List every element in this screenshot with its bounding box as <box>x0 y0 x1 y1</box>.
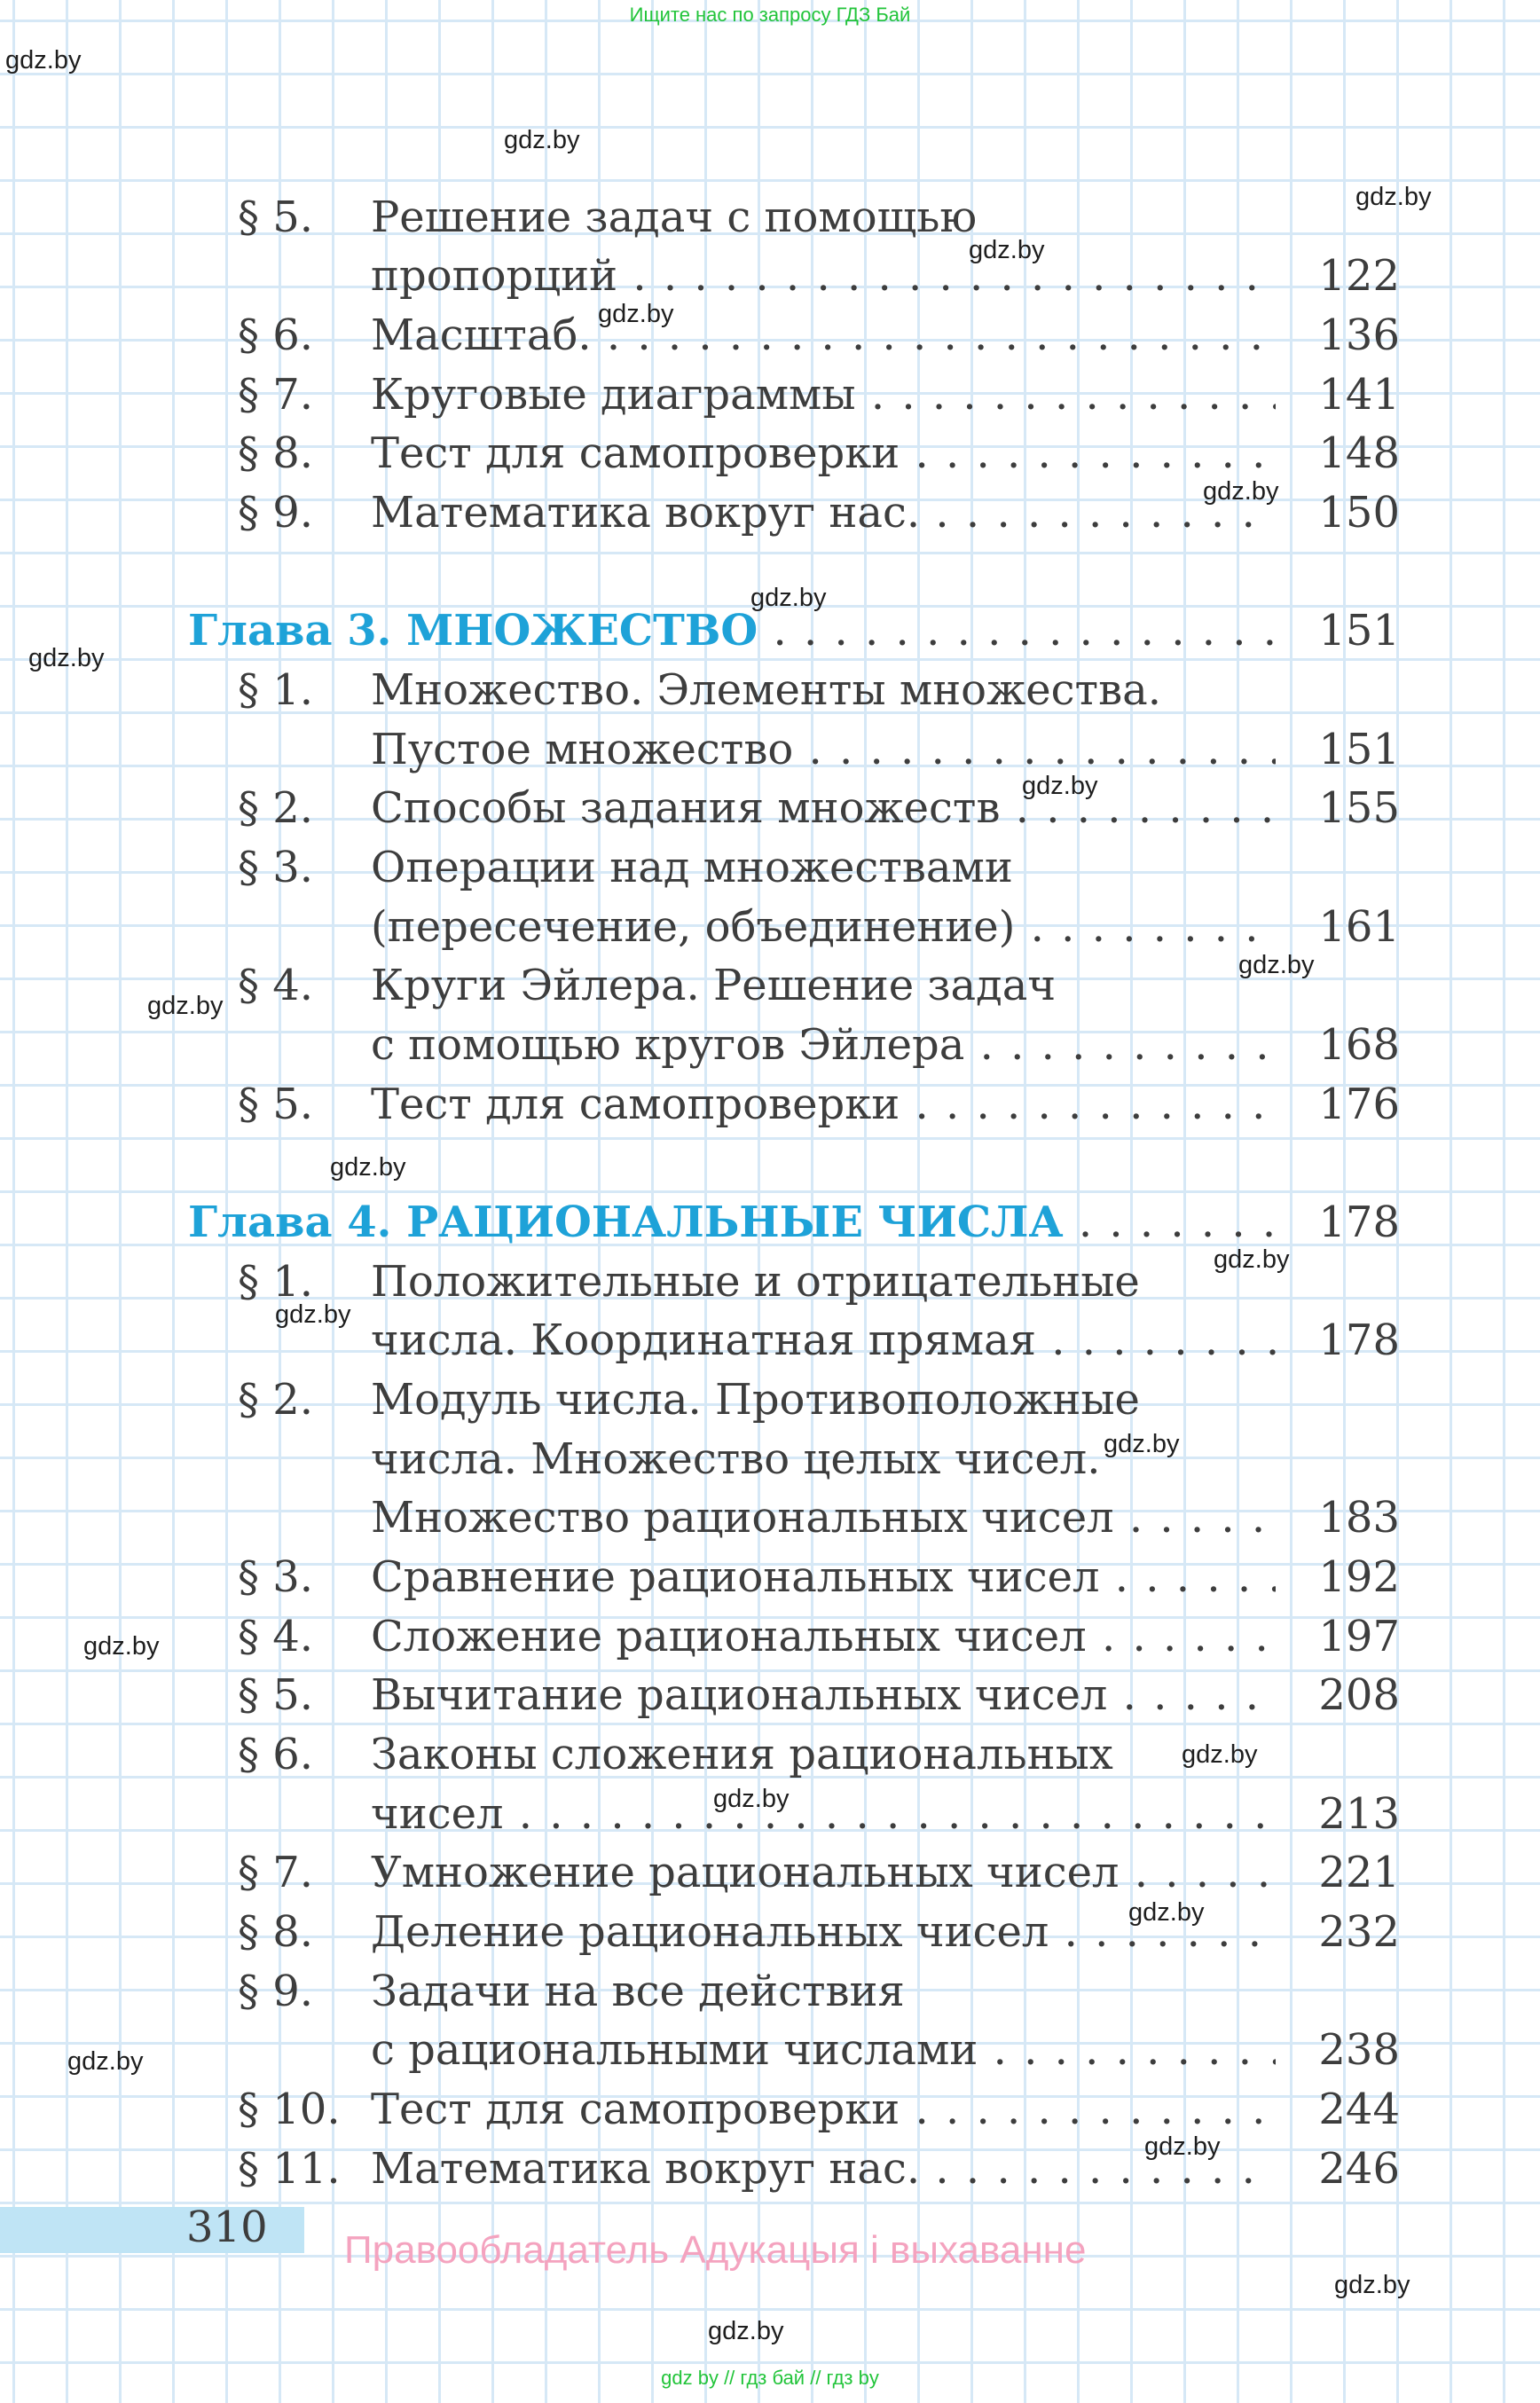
page-number: 151 <box>1318 606 1400 656</box>
watermark: gdz.by <box>708 2317 784 2345</box>
entry-title: Законы сложения рациональных <box>371 1730 1113 1779</box>
page-number: 151 <box>1318 725 1400 774</box>
entry-title: Множество. Элементы множества. <box>371 665 1161 715</box>
entry-title: Задачи на все действия <box>371 1967 905 2016</box>
page-number: 208 <box>1318 1670 1400 1720</box>
section-number: § 7. <box>238 370 314 420</box>
page-number: 176 <box>1318 1080 1400 1129</box>
page-number: 141 <box>1318 370 1400 420</box>
toc-entry <box>238 2080 1400 2139</box>
toc-entry <box>238 1548 1400 1606</box>
section-number: § 5. <box>238 1080 314 1129</box>
watermark: gdz.by <box>1022 772 1098 800</box>
watermark: gdz.by <box>1144 2132 1221 2161</box>
section-number: § 2. <box>238 1375 314 1425</box>
entry-title: Положительные и отрицательные <box>371 1257 1140 1307</box>
page-number: 246 <box>1318 2144 1400 2194</box>
section-number: § 3. <box>238 843 314 892</box>
section-number: § 2. <box>238 783 314 833</box>
entry-title: Множество рациональных чисел . . . <box>371 1488 1276 1547</box>
toc-entry <box>238 1607 1400 1666</box>
page-number: 150 <box>1318 488 1400 538</box>
page-number: 136 <box>1318 310 1400 360</box>
watermark: gdz.by <box>504 126 580 154</box>
watermark: gdz.by <box>1355 183 1432 211</box>
section-number: § 4. <box>238 961 314 1010</box>
entry-title: с помощью кругов Эйлера . . . <box>371 1016 1276 1074</box>
entry-title: Деление рациональных чисел . . . <box>371 1903 1276 1961</box>
page-number: 244 <box>1318 2085 1400 2134</box>
section-number: § 11. <box>238 2144 341 2194</box>
watermark: gdz.by <box>275 1300 351 1329</box>
entry-title: числа. Множество целых чисел. <box>371 1434 1101 1484</box>
section-number: § 1. <box>238 1257 314 1307</box>
watermark: gdz.by <box>1128 1898 1205 1927</box>
entry-title: Вычитание рациональных чисел . . . <box>371 1666 1276 1724</box>
toc-entry <box>238 483 1400 542</box>
section-number: § 10. <box>238 2085 341 2134</box>
entry-title: пропорций . . . <box>371 247 1276 305</box>
chapter-heading <box>188 1193 1400 1252</box>
entry-title: с рациональными числами . . . <box>371 2021 1276 2079</box>
entry-title: чисел . . . <box>371 1785 1276 1843</box>
entry-title: (пересечение, объединение) . . . <box>371 898 1276 956</box>
page-number: 213 <box>1318 1789 1400 1839</box>
toc-entry <box>238 1843 1400 1902</box>
entry-title: Решение задач с помощью <box>371 192 978 242</box>
page-number: 232 <box>1318 1907 1400 1957</box>
section-number: § 8. <box>238 428 314 478</box>
watermark: gdz.by <box>147 992 224 1020</box>
watermark: gdz.by <box>1334 2271 1410 2299</box>
top-banner[interactable]: Ищите нас по запросу ГДЗ Бай <box>629 4 911 26</box>
section-number: § 4. <box>238 1612 314 1661</box>
section-number: § 5. <box>238 1670 314 1720</box>
entry-title: Пустое множество . . . <box>371 720 1276 779</box>
section-number: § 9. <box>238 1967 314 2016</box>
copyright-notice: Правообладатель Адукацыя і выхаванне <box>344 2228 1087 2272</box>
watermark: gdz.by <box>1104 1430 1180 1458</box>
chapter-title: Глава 3. МНОЖЕСТВО <box>188 606 758 656</box>
entry-title: Сравнение рациональных чисел . . . <box>371 1548 1276 1606</box>
page-number: 155 <box>1318 783 1400 833</box>
watermark: gdz.by <box>67 2047 144 2076</box>
page-number: 238 <box>1318 2025 1400 2075</box>
section-number: § 3. <box>238 1552 314 1602</box>
toc-entry <box>238 1666 1400 1724</box>
watermark: gdz.by <box>1214 1245 1290 1274</box>
page-number: 221 <box>1318 1848 1400 1897</box>
entry-title: числа. Координатная прямая . . . <box>371 1311 1276 1370</box>
watermark: gdz.by <box>1182 1740 1258 1769</box>
watermark: gdz.by <box>598 300 674 328</box>
watermark: gdz.by <box>713 1785 790 1813</box>
page-number: 161 <box>1318 902 1400 952</box>
page-number: 192 <box>1318 1552 1400 1602</box>
entry-title: Математика вокруг нас. . . . <box>371 483 1276 542</box>
page-number: 178 <box>1318 1315 1400 1365</box>
entry-title: Способы задания множеств . . . <box>371 779 1276 837</box>
section-number: § 1. <box>238 665 314 715</box>
toc-entry <box>238 779 1400 837</box>
entry-title: Математика вокруг нас. . . . <box>371 2140 1276 2198</box>
section-number: § 7. <box>238 1848 314 1897</box>
watermark: gdz.by <box>1203 477 1279 506</box>
entry-title: Круговые диаграммы . . . <box>371 365 1276 424</box>
entry-title: Круги Эйлера. Решение задач <box>371 961 1057 1010</box>
entry-title: Операции над множествами <box>371 843 1013 892</box>
watermark: gdz.by <box>5 46 82 75</box>
entry-title: Сложение рациональных чисел . . . <box>371 1607 1276 1666</box>
watermark: gdz.by <box>969 236 1045 264</box>
entry-title: Масштаб. . . . <box>371 306 1276 365</box>
bottom-banner[interactable]: gdz by // гдз бай // гдз by <box>661 2367 879 2389</box>
watermark: gdz.by <box>750 584 827 612</box>
page-number: 122 <box>1318 251 1400 301</box>
watermark: gdz.by <box>28 644 105 672</box>
entry-title: Тест для самопроверки . . . <box>371 2080 1276 2139</box>
watermark: gdz.by <box>1238 951 1315 979</box>
chapter-title: Глава 4. РАЦИОНАЛЬНЫЕ ЧИСЛА <box>188 1198 1064 1247</box>
watermark: gdz.by <box>330 1153 406 1182</box>
page-number-footer: 310 <box>186 2203 268 2252</box>
page-number: 168 <box>1318 1020 1400 1070</box>
toc-entry <box>238 424 1400 483</box>
watermark: gdz.by <box>83 1632 160 1661</box>
page-number: 183 <box>1318 1493 1400 1543</box>
section-number: § 8. <box>238 1907 314 1957</box>
toc-entry <box>238 365 1400 424</box>
toc-entry <box>238 2140 1400 2198</box>
page-number: 178 <box>1318 1198 1400 1247</box>
chapter-heading <box>188 601 1400 660</box>
section-number: § 6. <box>238 1730 314 1779</box>
toc-entry <box>238 1075 1400 1134</box>
toc-entry <box>238 1903 1400 1961</box>
entry-title: Тест для самопроверки . . . <box>371 1075 1276 1134</box>
page-number: 148 <box>1318 428 1400 478</box>
page-number: 197 <box>1318 1612 1400 1661</box>
section-number: § 9. <box>238 488 314 538</box>
section-number: § 5. <box>238 192 314 242</box>
section-number: § 6. <box>238 310 314 360</box>
entry-title: Модуль числа. Противоположные <box>371 1375 1140 1425</box>
toc-entry <box>238 306 1400 365</box>
entry-title: Умножение рациональных чисел . . . <box>371 1843 1276 1902</box>
entry-title: Тест для самопроверки . . . <box>371 424 1276 483</box>
